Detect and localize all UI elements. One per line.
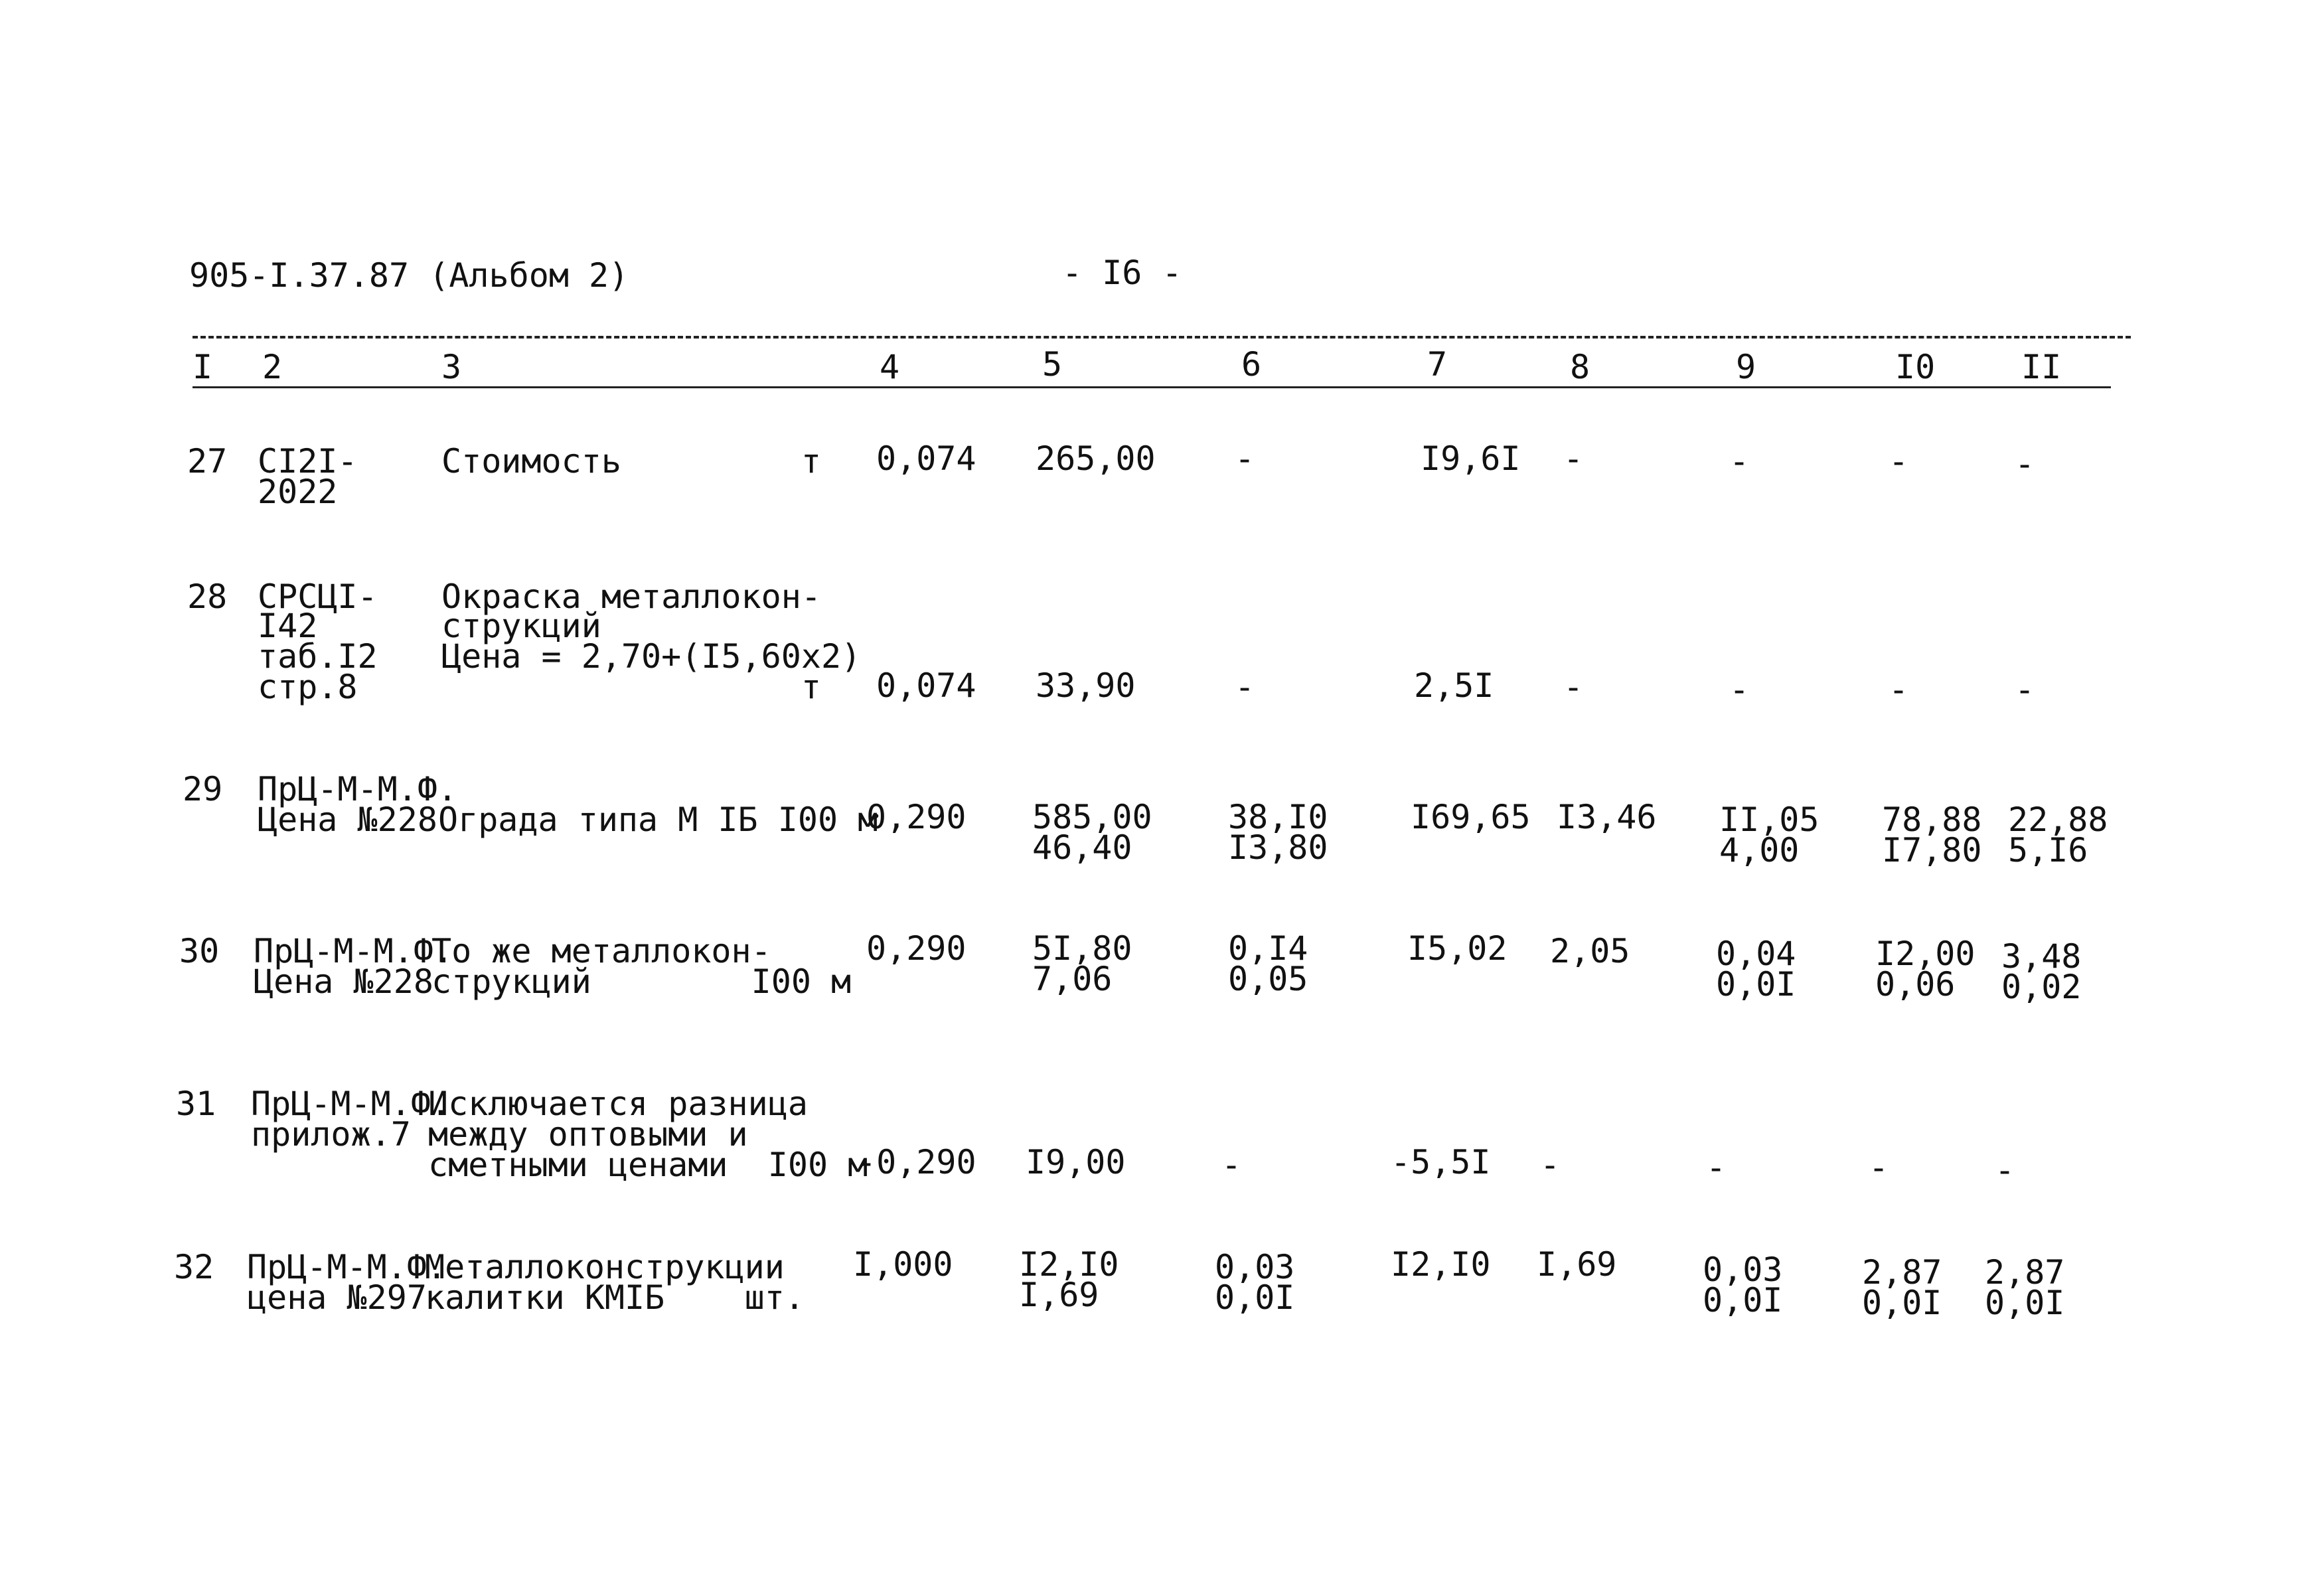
code-line: цена №297: [247, 1278, 427, 1317]
code-line: Цена №228: [254, 962, 433, 1001]
price-cell: I,69: [1019, 1276, 1099, 1314]
column-header: 2: [262, 348, 283, 386]
code-line: 2022: [258, 473, 338, 511]
document-code: 905-I.37.87 (Альбом 2): [189, 256, 629, 295]
col10-cell: 2,87: [1862, 1253, 1942, 1292]
col8-cell: I3,46: [1557, 798, 1657, 836]
column-header: 9: [1736, 348, 1756, 386]
row-number: 28: [187, 577, 228, 616]
total-cell: I9,6I: [1421, 439, 1521, 478]
col9-cell: 0,04: [1716, 935, 1796, 973]
column-header: 6: [1241, 345, 1262, 384]
col10-cell: -: [1869, 1148, 1889, 1187]
col9-cell: -: [1706, 1148, 1727, 1187]
col9-cell: -: [1729, 670, 1750, 709]
price-cell: 585,00: [1032, 798, 1152, 836]
description-line: То же металлокон-: [431, 932, 771, 970]
col6-cell: 0,0I: [1215, 1278, 1295, 1317]
column-header: 3: [441, 348, 462, 386]
col11-cell: 22,88: [2008, 800, 2108, 839]
description-line: Цена = 2,70+(I5,60х2): [441, 637, 862, 676]
description-line: струкций: [441, 607, 601, 645]
description-line: струкций I00 м: [431, 962, 852, 1001]
col11-cell: 5,I6: [2008, 831, 2088, 869]
total-cell: -5,5I: [1391, 1143, 1491, 1181]
col6-cell: 38,I0: [1228, 798, 1328, 836]
row-number: 32: [174, 1248, 214, 1286]
description-line: между оптовыми и: [428, 1115, 748, 1154]
col11-cell: -: [2015, 445, 2035, 483]
col10-cell: -: [1889, 670, 1909, 709]
price-cell: I2,I0: [1019, 1245, 1119, 1284]
column-header: I0: [1895, 348, 1936, 386]
col10-cell: 0,0I: [1862, 1284, 1942, 1322]
column-header: 5: [1042, 345, 1063, 384]
col6-cell: -: [1235, 439, 1255, 478]
price-cell: 33,90: [1036, 666, 1136, 705]
row-number: 27: [187, 442, 228, 481]
quantity-cell: 0,074: [876, 666, 976, 705]
col11-cell: 3,48: [2001, 937, 2082, 976]
quantity-cell: 0,074: [876, 439, 976, 478]
price-cell: 5I,80: [1032, 929, 1132, 968]
column-header: II: [2021, 348, 2062, 386]
code-line: ПрЦ-М-М.Ф.: [258, 770, 458, 808]
col10-cell: I7,80: [1882, 831, 1982, 869]
description-line: Стоимость т: [441, 442, 821, 481]
col8-cell: I,69: [1537, 1245, 1617, 1284]
code-line: CI2I-: [258, 442, 358, 481]
code-line: таб.I2: [258, 637, 378, 676]
code-line: стр.8: [258, 668, 358, 706]
col9-cell: 0,0I: [1716, 965, 1796, 1004]
price-cell: I9,00: [1026, 1143, 1126, 1181]
col6-cell: 0,03: [1215, 1248, 1295, 1286]
price-cell: 46,40: [1032, 828, 1132, 867]
description-line: сметными ценами I00 м: [428, 1146, 868, 1184]
column-header: 7: [1427, 345, 1448, 384]
code-line: I42: [258, 607, 318, 645]
col11-cell: 0,02: [2001, 968, 2082, 1006]
col9-cell: 0,0I: [1703, 1281, 1783, 1320]
col11-cell: -: [2015, 670, 2035, 709]
column-header: 4: [880, 348, 900, 386]
total-cell: I69,65: [1411, 798, 1531, 836]
total-cell: 2,5I: [1414, 666, 1494, 705]
description-line: Исключается разница: [428, 1085, 808, 1123]
col9-cell: 0,03: [1703, 1250, 1783, 1289]
col11-cell: 2,87: [1985, 1253, 2065, 1292]
price-cell: 7,06: [1032, 960, 1113, 998]
description-line: калитки КМIБ шт.: [425, 1278, 805, 1317]
total-cell: I2,I0: [1391, 1245, 1491, 1284]
code-line: прилож.7: [251, 1115, 411, 1154]
code-line: Цена №228: [258, 800, 437, 839]
price-cell: 265,00: [1036, 439, 1156, 478]
code-line: ПрЦ-М-М.Ф.: [251, 1085, 451, 1123]
description-line: Ограда типа М IБ I00 м: [438, 800, 878, 839]
col9-cell: II,05: [1719, 800, 1820, 839]
column-header: 8: [1570, 348, 1590, 386]
code-line: ПрЦ-М-М.Ф.: [247, 1248, 447, 1286]
table-top-rule: [193, 336, 2131, 339]
code-line: СРСЦI-: [258, 577, 378, 616]
col9-cell: 4,00: [1719, 831, 1800, 869]
description-line: Окраска металлокон-: [441, 577, 821, 616]
column-header: I: [193, 348, 213, 386]
code-line: ПрЦ-М-М.Ф.: [254, 932, 454, 970]
quantity-cell: 0,290: [866, 929, 967, 968]
quantity-cell: I,000: [853, 1245, 953, 1284]
col6-cell: 0,05: [1228, 960, 1308, 998]
header-underline: [193, 386, 2111, 388]
col10-cell: 0,06: [1875, 965, 1956, 1004]
row-number: 31: [176, 1085, 216, 1123]
row-number: 29: [183, 770, 223, 808]
col6-cell: 0,I4: [1228, 929, 1308, 968]
col8-cell: -: [1563, 439, 1584, 478]
col11-cell: 0,0I: [1985, 1284, 2065, 1322]
col8-cell: 2,05: [1550, 932, 1630, 970]
col6-cell: -: [1235, 668, 1255, 706]
col11-cell: -: [1995, 1151, 2015, 1189]
col9-cell: -: [1729, 442, 1750, 481]
description-line: Металлоконструкции: [425, 1248, 785, 1286]
quantity-cell: -0,290: [856, 1143, 976, 1181]
col6-cell: I3,80: [1228, 828, 1328, 867]
col6-cell: -: [1221, 1146, 1242, 1184]
row-number: 30: [179, 932, 220, 970]
quantity-cell: 0,290: [866, 798, 967, 836]
page-number: - I6 -: [1062, 254, 1182, 292]
total-cell: I5,02: [1407, 929, 1508, 968]
col10-cell: -: [1889, 442, 1909, 481]
col8-cell: -: [1540, 1146, 1561, 1184]
col10-cell: 78,88: [1882, 800, 1982, 839]
col8-cell: -: [1563, 668, 1584, 706]
description-line: т: [441, 668, 821, 706]
col10-cell: I2,00: [1875, 935, 1975, 973]
